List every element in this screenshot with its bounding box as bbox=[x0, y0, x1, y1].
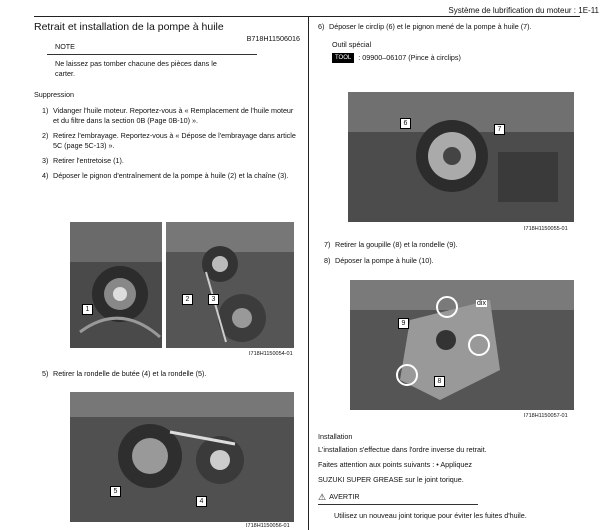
photo-caption: I718H1150056-01 bbox=[246, 523, 290, 529]
step-item bbox=[42, 131, 300, 151]
installation-heading: Installation bbox=[318, 432, 353, 441]
bolt-ring bbox=[468, 334, 490, 356]
step-text: Déposer la pompe à huile (10). bbox=[335, 256, 434, 265]
removal-steps bbox=[34, 106, 300, 181]
step-text: Retirer la goupille (8) et la rondelle (9). bbox=[335, 240, 458, 249]
special-tool-label: Outil spécial bbox=[332, 40, 372, 49]
right-column bbox=[318, 22, 584, 63]
engine-photo-illustration bbox=[70, 392, 294, 522]
engine-photo-illustration bbox=[348, 92, 574, 222]
photo-oil-pump bbox=[350, 280, 574, 410]
callout-9: 9 bbox=[398, 318, 409, 329]
callout-1: 1 bbox=[82, 304, 93, 315]
step-item bbox=[42, 369, 300, 379]
bolt-ring bbox=[436, 296, 458, 318]
warning-text: Utilisez un nouveau joint torique pour éviter les fuites d'huile. bbox=[334, 511, 527, 520]
step-text: Vidanger l'huile moteur. Reportez-vous à « Remplacement de l'huile moteur et du filtre dans la section 0B (Page 0B-10) ». bbox=[53, 106, 294, 125]
step-number: 8) bbox=[324, 256, 331, 265]
step-number: 1) bbox=[42, 106, 49, 115]
tool-icon: TOOL bbox=[332, 53, 354, 63]
header-rule bbox=[34, 16, 580, 17]
section-reference: B718H11506016 bbox=[246, 34, 300, 43]
step-text: Retirer la rondelle de butée (4) et la rondelle (5). bbox=[53, 369, 207, 378]
engine-photo-illustration bbox=[70, 222, 162, 348]
callout-4: 4 bbox=[196, 496, 207, 507]
callout-6: 6 bbox=[400, 118, 411, 129]
engine-photo-illustration bbox=[350, 280, 574, 410]
callout-8: 8 bbox=[434, 376, 445, 387]
suppression-heading: Suppression bbox=[34, 90, 74, 99]
photo-pump-sprocket-left bbox=[70, 222, 162, 348]
step-text: Retirer l'entretoise (1). bbox=[53, 156, 124, 165]
special-tool-line bbox=[318, 53, 584, 63]
left-column bbox=[34, 22, 300, 186]
installation-section bbox=[318, 432, 584, 521]
note-label: NOTE bbox=[47, 40, 257, 55]
step-text: Déposer le pignon d'entraînement de la pompe à huile (2) et la chaîne (3). bbox=[53, 171, 289, 180]
callout-7: 7 bbox=[494, 124, 505, 135]
page-header: Système de lubrification du moteur : 1E-11 bbox=[448, 6, 599, 15]
step-number: 3) bbox=[42, 156, 49, 165]
callout-3: 3 bbox=[208, 294, 219, 305]
step-number: 2) bbox=[42, 131, 49, 140]
step-item bbox=[42, 106, 300, 126]
step-number: 4) bbox=[42, 171, 49, 180]
photo-thrust-washer bbox=[70, 392, 294, 522]
step-item bbox=[42, 171, 300, 181]
installation-line: SUZUKI SUPER GREASE sur le joint torique. bbox=[318, 475, 464, 484]
installation-line: Faites attention aux points suivants : • Appliquez bbox=[318, 460, 472, 469]
callout-5: 5 bbox=[110, 486, 121, 497]
column-divider bbox=[308, 17, 309, 530]
warning-triangle-icon: ⚠ bbox=[318, 492, 327, 502]
step-text: Déposer le circlip (6) et le pignon mené de la pompe à huile (7). bbox=[329, 22, 532, 31]
warning-box bbox=[318, 492, 478, 505]
callout-2: 2 bbox=[182, 294, 193, 305]
photo-circlip bbox=[348, 92, 574, 222]
step-item bbox=[318, 22, 584, 32]
step-number: 5) bbox=[42, 369, 49, 378]
photo-caption: I718H1150057-01 bbox=[524, 413, 568, 419]
photo-pump-sprocket-right bbox=[166, 222, 294, 348]
label-dix: dix bbox=[477, 300, 486, 307]
section-title: Retrait et installation de la pompe à huile bbox=[34, 21, 224, 33]
warning-label: AVERTIR bbox=[329, 492, 360, 501]
note-text: Ne laissez pas tomber chacune des pièces dans le carter. bbox=[55, 59, 217, 78]
installation-line: L'installation s'effectue dans l'ordre inverse du retrait. bbox=[318, 445, 487, 454]
step-number: 7) bbox=[324, 240, 331, 249]
step-number: 6) bbox=[318, 22, 325, 31]
step-text: Retirez l'embrayage. Reportez-vous à « Dépose de l'embrayage dans article 5C (page 5C-13) ». bbox=[53, 131, 296, 150]
engine-photo-illustration bbox=[166, 222, 294, 348]
step-item bbox=[42, 156, 300, 166]
note-box bbox=[34, 39, 300, 80]
bolt-ring bbox=[396, 364, 418, 386]
step-item bbox=[324, 256, 582, 266]
special-tool-text: : 09900–06107 (Pince à circlips) bbox=[358, 53, 461, 62]
step-item bbox=[324, 240, 582, 250]
photo-caption: I718H1150054-01 bbox=[249, 351, 293, 357]
photo-caption: I718H1150055-01 bbox=[524, 226, 568, 232]
